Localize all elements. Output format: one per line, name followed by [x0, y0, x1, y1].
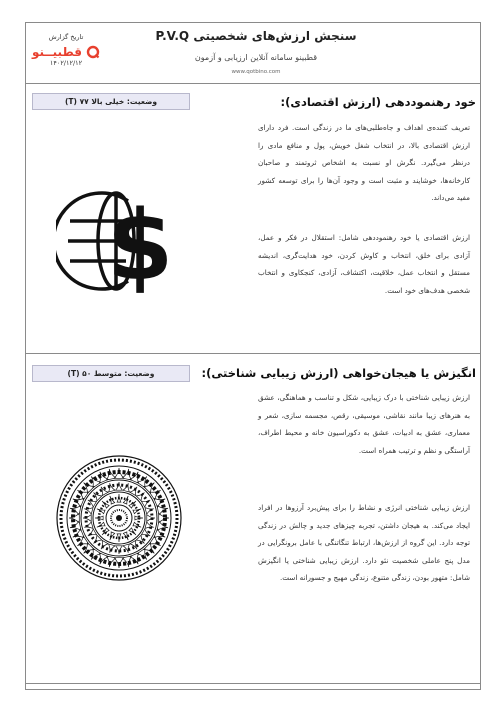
report-title: سنجش ارزش‌های شخصیتی P.V.Q [155, 29, 357, 43]
section-paragraph: تعریف کننده‌ی اهداف و جاه‌طلبی‌های ما در زندگی است. فرد دارای ارزش اقتصادی بالا، در انتخاب شغل خویش، پول و منافع مادی را درنظر می‌گیرد. نگرش او نسبت به اشخاص ثروتمند و صاحبان کارخانه‌ها، خوشایند و مثبت است و وجود آن‌ها را برای توسعه کشور مفید می‌داند. [258, 123, 470, 202]
section-title-economic: خود رهنموددهی (ارزش اقتصادی): [280, 95, 476, 109]
report-date-value: ۱۴۰۲/۱۲/۱۲ [49, 59, 83, 67]
logo-text: قطبیــنو [32, 45, 82, 59]
section-paragraph: ارزش زیبایی شناختی با درک زیبایی، شکل و تناسب و هماهنگی، عشق به هنرهای زیبا مانند نقاشی، موسیقی، رقص، مجسمه سازی، شعر و معماری، عشق به ادبیات، عشق به دکوراسیون خانه و محیط اطراف، آراستگی و نظم و ترتیب همراه است. [258, 393, 470, 455]
website-url: www.qotbino.com [231, 69, 281, 75]
section-paragraph: ارزش زیبایی شناختی انرژی و نشاط را برای پیش‌برد آرزوها در افراد ایجاد می‌کند. به هیجان داشتن، تجربه چیزهای جدید و چالش در زندگی توجه دارد. این گروه از ارزش‌ها، ارتباط تنگاتنگی با عامل برونگرایی در مدل پنج عاملی شخصیت نئو دارد. ارزش زیبایی شناختی یا انگیزش شامل: متهور بودن، زندگی متنوع، زندگی مهیج و جسورانه است. [258, 503, 470, 582]
report-page [25, 22, 481, 690]
status-badge-economic: وضعیت: خیلی بالا ۷۷ (T) [32, 93, 190, 110]
section-divider [26, 353, 480, 354]
status-badge-aesthetic: وضعیت: متوسط ۵۰ (T) [32, 365, 190, 382]
footer-divider [26, 683, 480, 684]
section-paragraph: ارزش اقتصادی یا خود رهنموددهی شامل: استقلال در فکر و عمل، آزادی برای خلق، انتخاب و کاوش کردن، خود هدایت‌گری، اندیشه مستقل و انتخاب عمل، خلاقیت، اکتشاف، آزادی، کنجکاوی و انتخاب شخصی هدف‌های خود است. [258, 233, 470, 295]
logo-q-icon [86, 45, 100, 59]
report-header [26, 23, 480, 83]
mandala-icon [54, 453, 184, 583]
report-subtitle: قطبینو سامانه آنلاین ارزیابی و آزمون [194, 53, 318, 62]
brand-logo [32, 43, 102, 63]
header-divider [26, 83, 480, 84]
section-title-aesthetic: انگیزش یا هیجان‌خواهی (ارزش زیبایی شناختی): [201, 366, 476, 380]
svg-text:$: $ [106, 190, 174, 302]
report-date-label: تاریخ گزارش [48, 33, 84, 41]
dollar-globe-icon [56, 163, 176, 303]
